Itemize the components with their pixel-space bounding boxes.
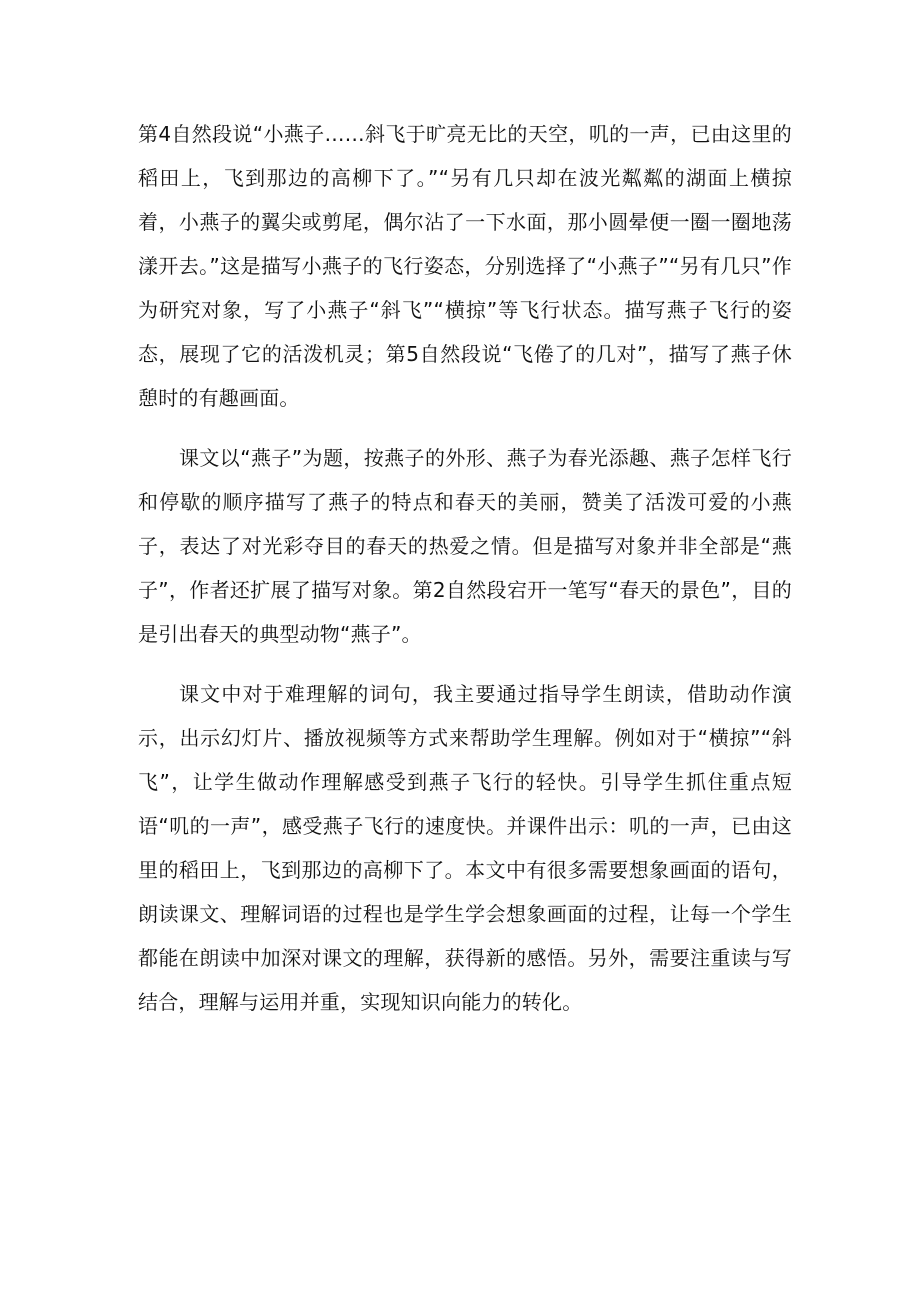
document-body	[138, 112, 792, 1040]
paragraph-3: 课文中对于难理解的词句，我主要通过指导学生朗读，借助动作演示，出示幻灯片、播放视频等方式来帮助学生理解。例如对于“横掠”“斜飞”，让学生做动作理解感受到燕子飞行的轻快。引导学生抓住重点短语“叽的一声”，感受燕子飞行的速度快。并课件出示：叽的一声，已由这里的稻田上，飞到那边的高柳下了。本文中有很多需要想象画面的语句，朗读课文、理解词语的过程也是学生学会想象画面的过程，让每一个学生都能在朗读中加深对课文的理解，获得新的感悟。另外，需要注重读与写结合，理解与运用并重，实现知识向能力的转化。	[138, 682, 792, 1014]
paragraph-1: 第4自然段说“小燕子……斜飞于旷亮无比的天空，叽的一声，已由这里的稻田上，飞到那边的高柳下了。”“另有几只却在波光粼粼的湖面上横掠着，小燕子的翼尖或剪尾，偶尔沾了一下水面，那小圆晕便一圈一圈地荡漾开去。”这是描写小燕子的飞行姿态，分别选择了“小燕子”“另有几只”作为研究对象，写了小燕子“斜飞”“横掠”等飞行状态。描写燕子飞行的姿态，展现了它的活泼机灵；第5自然段说“飞倦了的几对”，描写了燕子休憩时的有趣画面。	[138, 122, 792, 410]
paragraph-2: 课文以“燕子”为题，按燕子的外形、燕子为春光添趣、燕子怎样飞行和停歇的顺序描写了燕子的特点和春天的美丽，赞美了活泼可爱的小燕子，表达了对光彩夺目的春天的热爱之情。但是描写对象并非全部是“燕子”，作者还扩展了描写对象。第2自然段宕开一笔写“春天的景色”，目的是引出春天的典型动物“燕子”。	[138, 446, 792, 646]
